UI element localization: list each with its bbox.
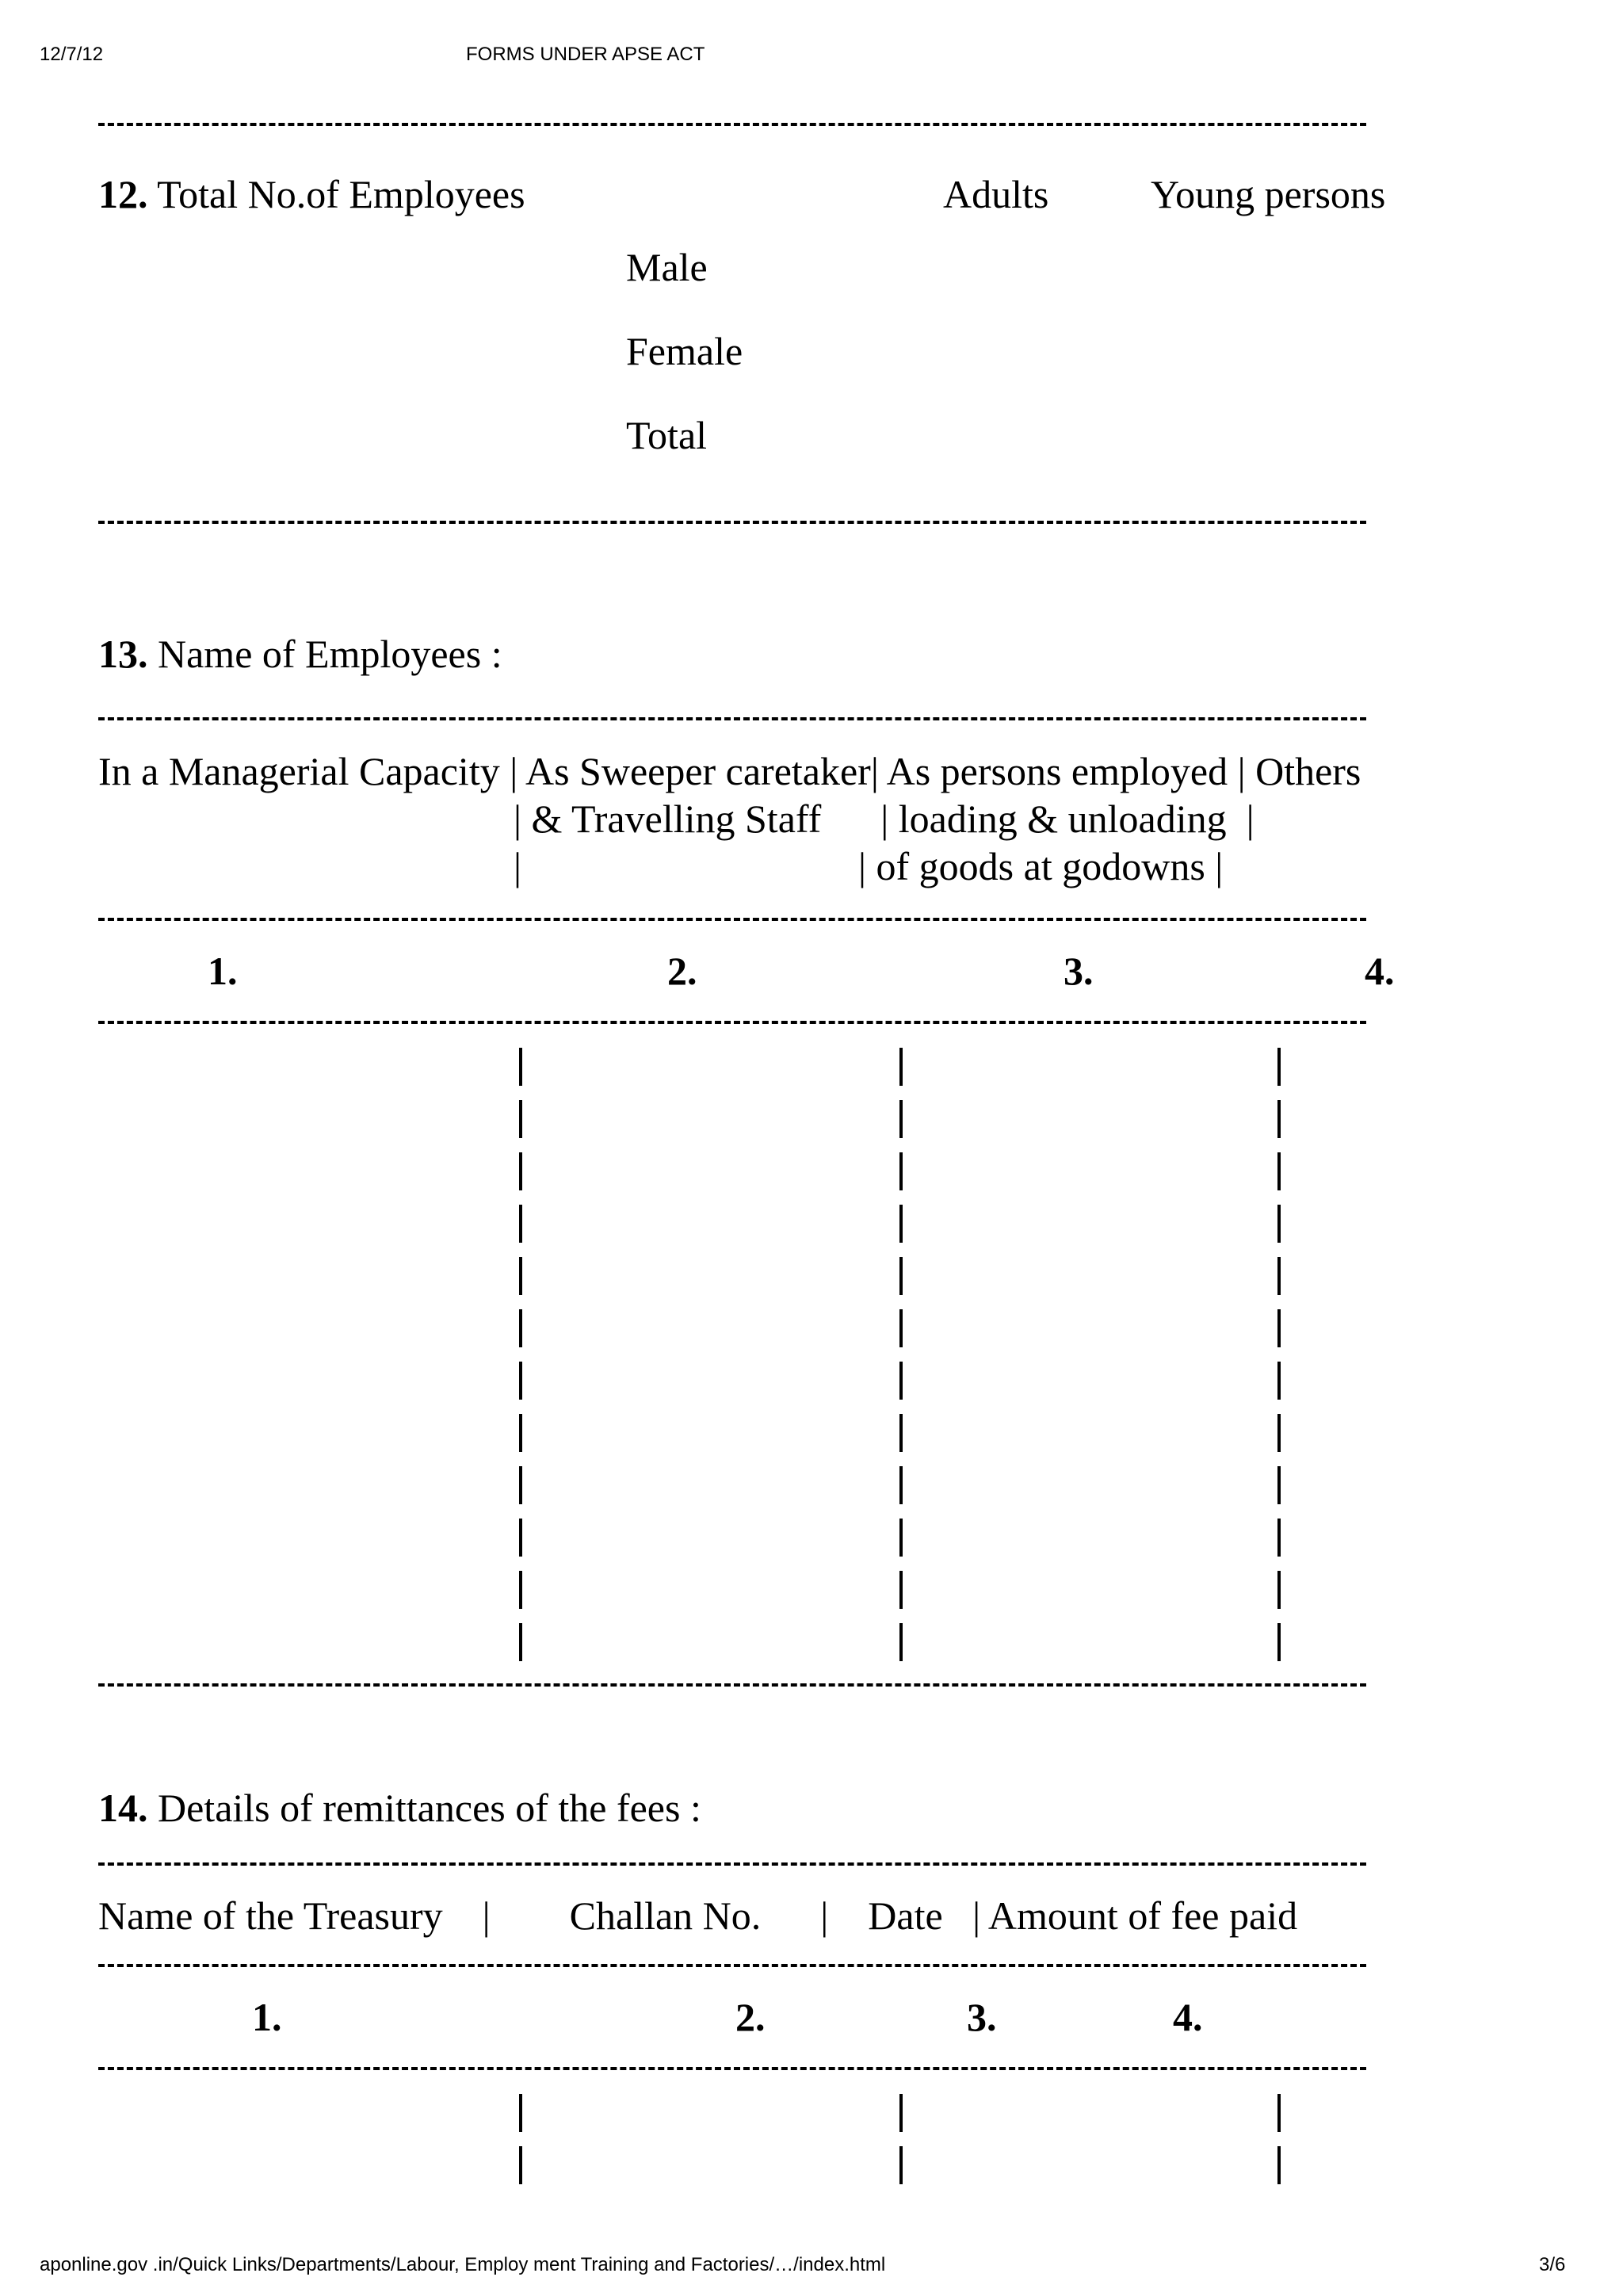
divider (98, 1021, 1366, 1024)
table-header-line-2: | & Travelling Staff | loading & unloading | (514, 797, 1254, 841)
column-separator (519, 1152, 522, 1190)
section-12-heading (98, 174, 525, 214)
table-header-line-1: In a Managerial Capacity | As Sweeper caretaker| As persons employed | Others (98, 749, 1361, 793)
column-separator (519, 2146, 522, 2184)
column-separator (1277, 1414, 1281, 1452)
column-separator (1277, 1257, 1281, 1295)
section-number: 14. (98, 1786, 148, 1830)
column-separator (899, 1152, 903, 1190)
section-13-heading (98, 634, 502, 674)
column-separator (519, 2094, 522, 2132)
column-separator (1277, 1519, 1281, 1557)
column-separator (899, 1571, 903, 1609)
column-separator (1277, 1623, 1281, 1661)
divider (98, 123, 1366, 126)
col-adults: Adults (943, 172, 1049, 216)
column-separator (899, 1623, 903, 1661)
divider (98, 2067, 1366, 2070)
col-number-2: 2. (667, 949, 697, 993)
header-date: 12/7/12 (40, 44, 104, 65)
column-separator (899, 1205, 903, 1243)
column-separator (899, 1362, 903, 1400)
row-male: Male (626, 245, 708, 289)
divider (98, 1964, 1366, 1967)
column-separator (899, 2094, 903, 2132)
column-separator (1277, 1362, 1281, 1400)
column-separator (1277, 2146, 1281, 2184)
footer-page: 3/6 (1539, 2254, 1566, 2275)
column-separator (899, 1414, 903, 1452)
column-separator (519, 1048, 522, 1086)
divider (98, 1683, 1366, 1687)
divider (98, 918, 1366, 921)
col-number-2: 2. (735, 1995, 766, 2039)
column-separator (899, 1048, 903, 1086)
table-header: Name of the Treasury | Challan No. | Date | Amount of fee paid (98, 1893, 1298, 1938)
divider (98, 717, 1366, 720)
column-separator (1277, 1205, 1281, 1243)
section-title: Name of Employees : (158, 632, 502, 676)
column-separator (1277, 1309, 1281, 1347)
column-separator (519, 1519, 522, 1557)
column-separator (519, 1309, 522, 1347)
col-number-3: 3. (1064, 949, 1094, 993)
section-number: 13. (98, 632, 148, 676)
col-number-1: 1. (208, 949, 238, 993)
column-separator (519, 1466, 522, 1504)
section-title: Total No.of Employees (157, 172, 525, 216)
header-title: FORMS UNDER APSE ACT (466, 44, 705, 65)
row-female: Female (626, 329, 743, 373)
table-header-line-3: | | of goods at godowns | (514, 844, 1224, 888)
column-separator (519, 1623, 522, 1661)
column-separator (519, 1414, 522, 1452)
section-title: Details of remittances of the fees : (158, 1786, 701, 1830)
divider (98, 521, 1366, 524)
column-separator (1277, 1466, 1281, 1504)
column-separator (1277, 1048, 1281, 1086)
column-separator (899, 1309, 903, 1347)
col-number-1: 1. (252, 1995, 282, 2039)
col-young-persons: Young persons (1151, 172, 1386, 216)
section-14-heading (98, 1788, 701, 1828)
column-separator (519, 1571, 522, 1609)
column-separator (1277, 1152, 1281, 1190)
col-number-4: 4. (1365, 949, 1395, 993)
divider (98, 1862, 1366, 1866)
column-separator (1277, 1571, 1281, 1609)
column-separator (519, 1257, 522, 1295)
section-number: 12. (98, 172, 148, 216)
column-separator (1277, 2094, 1281, 2132)
column-separator (899, 1466, 903, 1504)
column-separator (519, 1362, 522, 1400)
col-number-4: 4. (1173, 1995, 1203, 2039)
column-separator (519, 1205, 522, 1243)
row-total: Total (626, 413, 708, 457)
column-separator (899, 2146, 903, 2184)
column-separator (519, 1100, 522, 1138)
col-number-3: 3. (967, 1995, 997, 2039)
column-separator (899, 1519, 903, 1557)
column-separator (899, 1100, 903, 1138)
column-separator (1277, 1100, 1281, 1138)
column-separator (899, 1257, 903, 1295)
footer-url: aponline.gov .in/Quick Links/Departments/Labour, Employ ment Training and Factories/…/index.html (40, 2254, 886, 2275)
